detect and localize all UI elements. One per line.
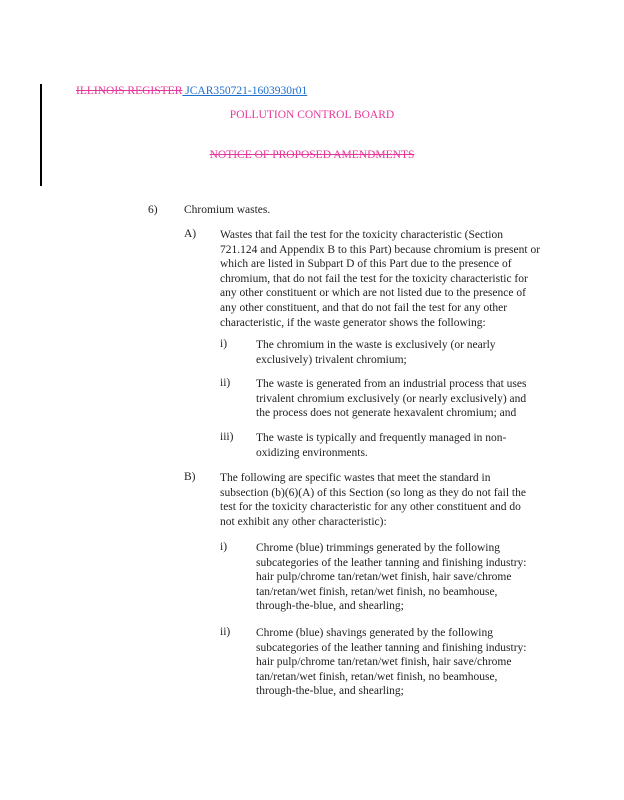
item-b-i-label: i) [220,541,228,553]
item-b-ii-text: Chrome (blue) shavings generated by the following subcategories of the leather tanning and finishing industry: hair pulp/chrome tan/retan/wet finish, hair save/chrome tan/retan/wet finish, retan/wet finish, no beamhouse, through-the-blue, and shearling; [256,627,527,698]
subsection-a-label: A) [184,228,197,240]
agency-name: POLLUTION CONTROL BOARD [229,109,395,121]
inserted-jcar-code: JCAR350721-1603930r01 [182,85,308,97]
subsection-b-label: B) [184,471,196,483]
item-a-ii-text: The waste is generated from an industrial process that uses trivalent chromium exclusively (or nearly exclusively) and the process does not generate hexavalent chromium; and [256,378,527,420]
item-a-iii-text: The waste is typically and frequently managed in non-oxidizing environments. [256,432,507,459]
register-header [76,85,307,97]
revision-change-bar [40,84,42,186]
item-b-i-text: Chrome (blue) trimmings generated by the following subcategories of the leather tanning and finishing industry: hair pulp/chrome tan/retan/wet finish, hair save/chrome tan/retan/wet finish, retan/wet finish, no beamhouse, through-the-blue, and shearling; [256,542,527,613]
item-a-ii-label: ii) [220,377,231,389]
item-a-i-text: The chromium in the waste is exclusively (or nearly exclusively) trivalent chromium; [256,339,496,366]
notice-title [0,149,624,161]
item-a-iii-label: iii) [220,431,234,443]
item-b-ii-label: ii) [220,626,231,638]
struck-register-title: ILLINOIS REGISTER [76,85,183,97]
item-a-i-label: i) [220,338,228,350]
subsection-a-text: Wastes that fail the test for the toxicity characteristic (Section 721.124 and Appendix B to this Part) because chromium is present or which are listed in Subpart D of this Part due to the presence of chromium, that do not fail the test for the toxicity characteristic for any other constituent or which are not listed due to the presence of any other constituent, and that do not fail the test for any other characteristic, if the waste generator shows the following: [220,229,541,329]
struck-notice-title: NOTICE OF PROPOSED AMENDMENTS [209,149,415,161]
section-title: Chromium wastes. [184,204,271,216]
subsection-b-text: The following are specific wastes that meet the standard in subsection (b)(6)(A) of this Section (so long as they do not fail the test for the toxicity characteristic for any other constituent and do not exhibit any other characteristic): [220,472,526,528]
section-number: 6) [148,204,158,216]
